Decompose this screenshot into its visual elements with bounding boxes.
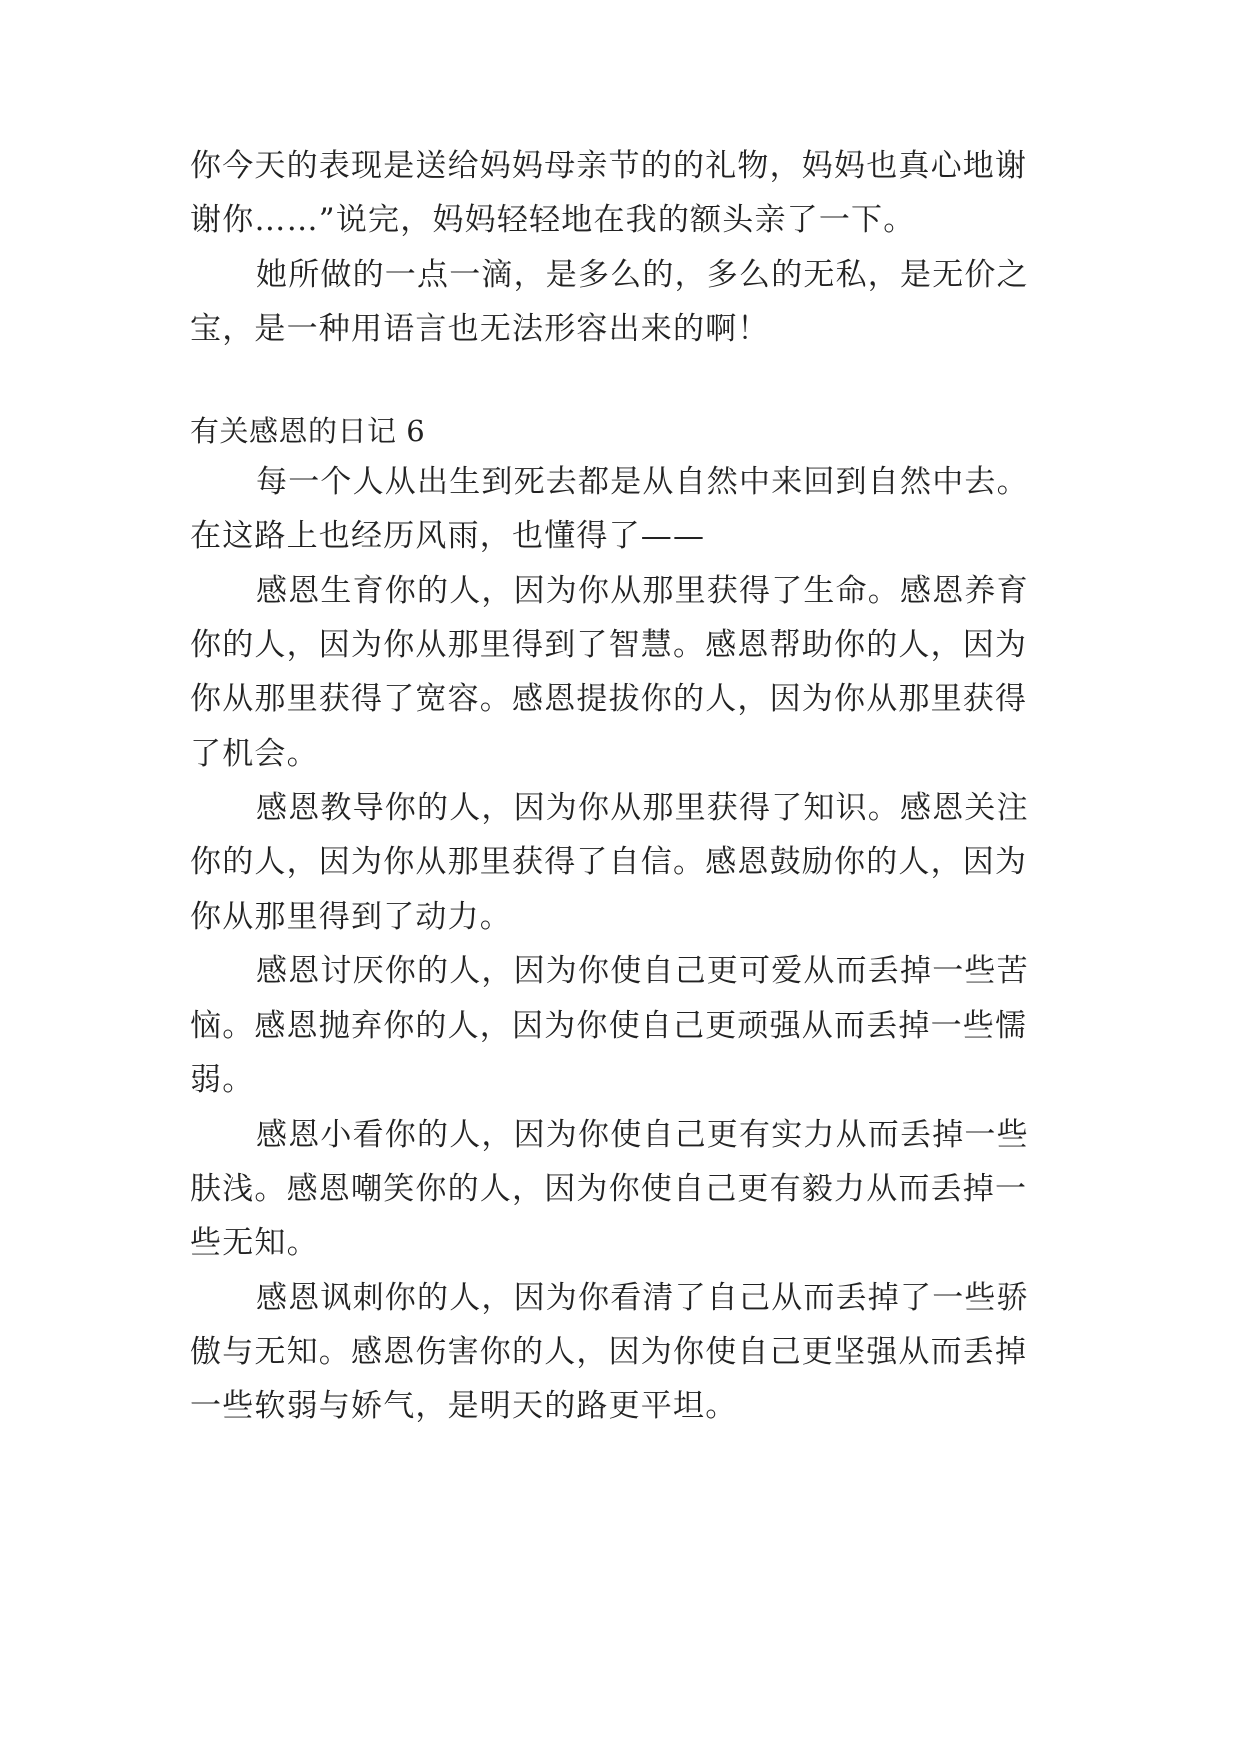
- paragraph-line: 一些软弱与娇气，是明天的路更平坦。: [190, 1388, 738, 1424]
- paragraph-line: 感恩讽刺你的人，因为你看清了自己从而丢掉了一些骄: [256, 1280, 1029, 1316]
- paragraph-line: 每一个人从出生到死去都是从自然中来回到自然中去。: [256, 464, 1029, 500]
- paragraph-line: 在这路上也经历风雨，也懂得了——: [190, 518, 706, 554]
- paragraph-line: 肤浅。感恩嘲笑你的人，因为你使自己更有毅力从而丢掉一: [190, 1171, 1028, 1207]
- section-heading: 有关感恩的日记 6: [190, 414, 426, 448]
- paragraph-line: 感恩讨厌你的人，因为你使自己更可爱从而丢掉一些苦: [256, 953, 1029, 989]
- paragraph-line: 傲与无知。感恩伤害你的人，因为你使自己更坚强从而丢掉: [190, 1334, 1028, 1370]
- paragraph-line: 你的人，因为你从那里获得了自信。感恩鼓励你的人，因为: [190, 844, 1028, 880]
- paragraph-line: 你从那里获得了宽容。感恩提拔你的人，因为你从那里获得: [190, 681, 1028, 717]
- paragraph-line: 你今天的表现是送给妈妈母亲节的的礼物，妈妈也真心地谢: [190, 148, 1028, 184]
- paragraph-line: 感恩教导你的人，因为你从那里获得了知识。感恩关注: [256, 790, 1029, 826]
- paragraph-line: 你的人，因为你从那里得到了智慧。感恩帮助你的人，因为: [190, 627, 1028, 663]
- paragraph-line: 感恩小看你的人，因为你使自己更有实力从而丢掉一些: [256, 1117, 1029, 1153]
- paragraph-line: 了机会。: [190, 736, 319, 772]
- paragraph-line: 宝，是一种用语言也无法形容出来的啊！: [190, 311, 770, 347]
- paragraph-line: 她所做的一点一滴，是多么的，多么的无私，是无价之: [256, 257, 1029, 293]
- paragraph-line: 你从那里得到了动力。: [190, 899, 512, 935]
- paragraph-line: 谢你……”说完，妈妈轻轻地在我的额头亲了一下。: [190, 202, 916, 238]
- paragraph-line: 弱。: [190, 1062, 255, 1098]
- paragraph-line: 感恩生育你的人，因为你从那里获得了生命。感恩养育: [256, 573, 1029, 609]
- paragraph-line: 恼。感恩抛弃你的人，因为你使自己更顽强从而丢掉一些懦: [190, 1008, 1028, 1044]
- paragraph-line: 些无知。: [190, 1225, 319, 1261]
